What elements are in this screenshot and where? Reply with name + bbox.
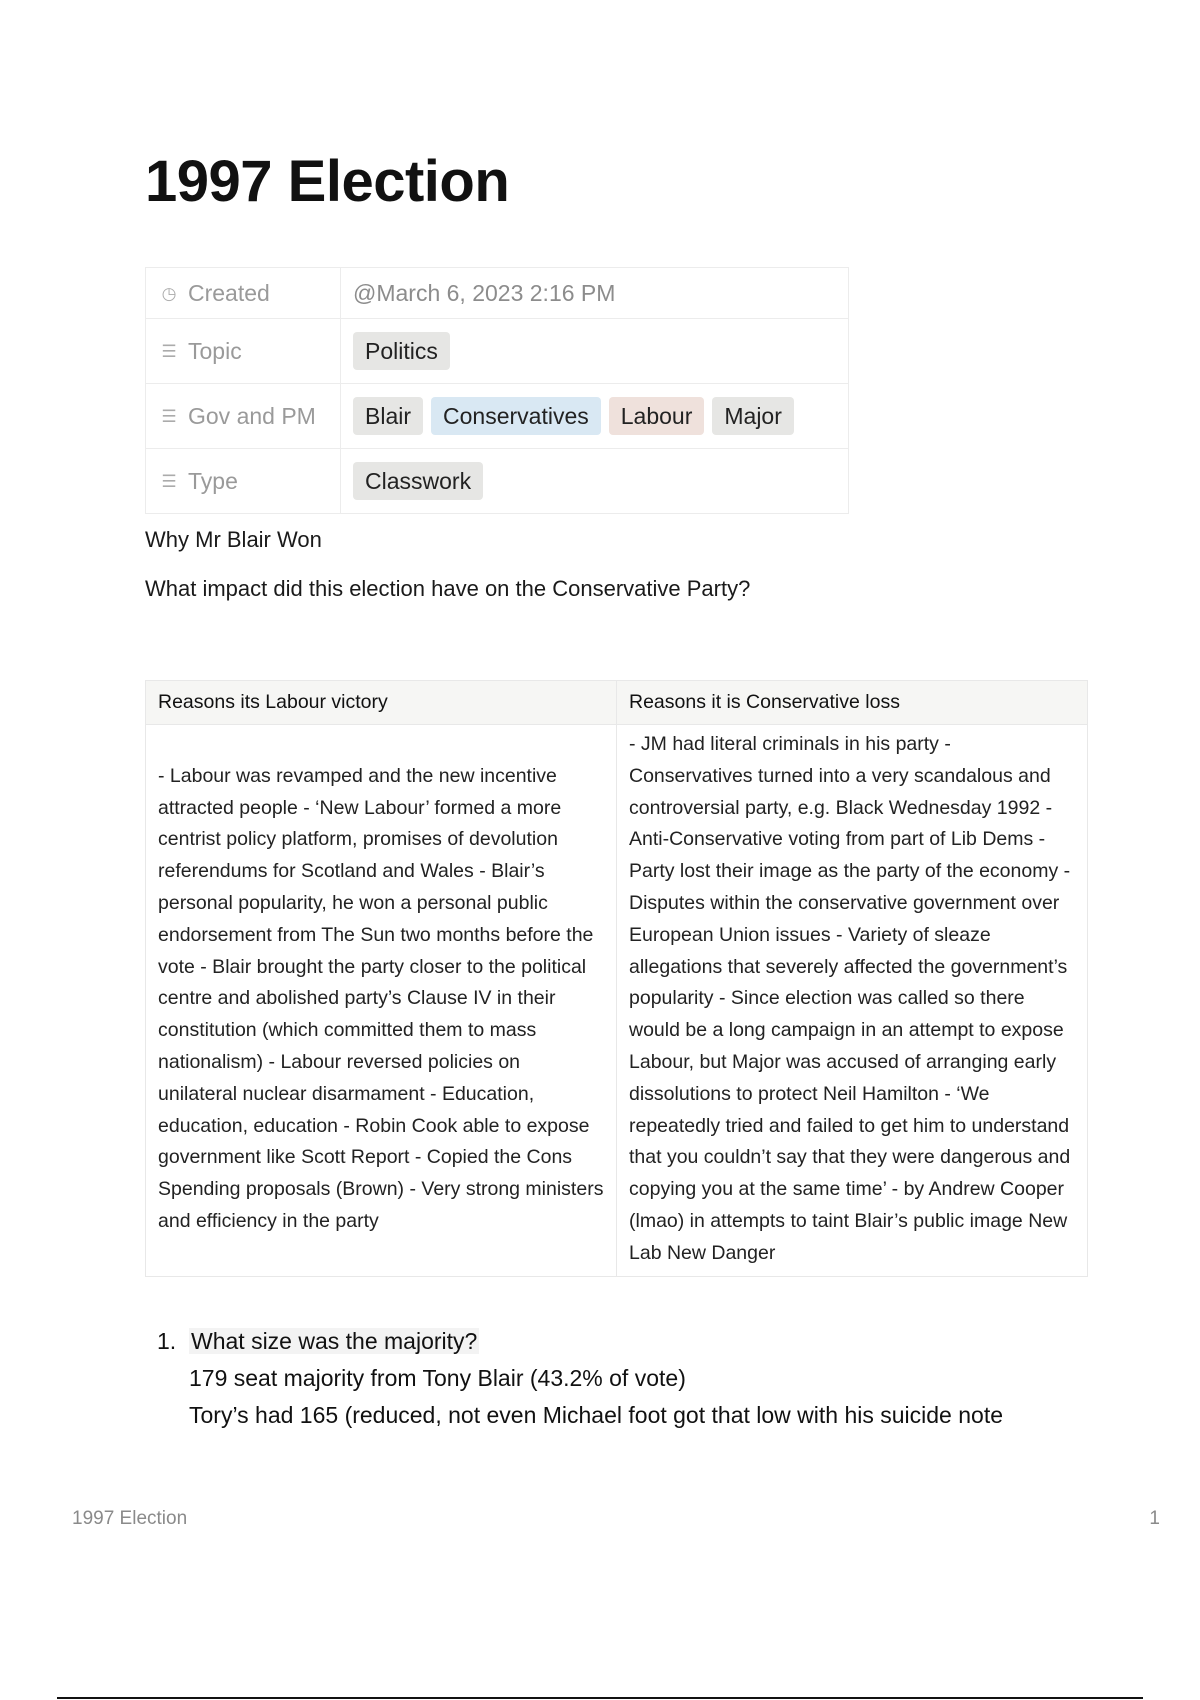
majority-question: What size was the majority? — [191, 1328, 478, 1354]
answer-line: 179 seat majority from Tony Blair (43.2% of vote) — [189, 1365, 686, 1391]
property-key-type — [146, 449, 341, 514]
property-label: Gov and PM — [188, 402, 316, 429]
property-row-gov-and-pm — [146, 384, 849, 449]
tag-major[interactable]: Major — [712, 397, 794, 435]
property-label: Created — [188, 279, 270, 306]
property-key-gov-and-pm — [146, 384, 341, 449]
property-key-created — [146, 268, 341, 319]
answer-line: Tory’s had 165 (reduced, not even Michael foot got that low with his suicide note — [189, 1402, 1003, 1428]
cell-labour-reasons: - Labour was revamped and the new incentive attracted people - ‘New Labour’ formed a more centrist policy platform, promises of devolution referendums for Scotland and Wales - Blair’s personal popularity, he won a personal public endorsement from The Sun two months before the vote - Blair brought the party closer to the political centre and abolished party’s Clause IV in their constitution (which committed them to mass nationalism) - Labour reversed policies on unilateral nuclear disarmament - Education, education, education - Robin Cook able to expose government like Scott Report - Copied the Cons Spending proposals (Brown) - Very strong ministers and efficiency in the party — [146, 725, 617, 1277]
list-item — [157, 1323, 1003, 1434]
list-icon: ☰ — [161, 407, 177, 427]
footer-title: 1997 Election — [72, 1508, 188, 1529]
reasons-table — [145, 680, 1088, 1277]
list-item-body — [189, 1323, 1003, 1434]
property-label: Type — [188, 467, 238, 494]
property-value-created[interactable] — [341, 268, 849, 319]
tag-labour[interactable]: Labour — [609, 397, 705, 435]
divider — [57, 1697, 1143, 1699]
subtitle-text: Why Mr Blair Won — [145, 527, 322, 552]
cell-conservative-reasons: - JM had literal criminals in his party - Conservatives turned into a very scandalous and controversial party, e.g. Black Wednesday 1992 - Anti-Conservative voting from part of Lib Dems - Party lost their image as the party of the economy - Disputes within the conservative government over European Union issues - Variety of sleaze allegations that severely affected the government’s popularity - Since election was called so there would be a long campaign in an attempt to expose Labour, but Major was accused of arranging early dissolutions to protect Neil Hamilton - ‘We repeatedly tried and failed to get him to understand that you couldn’t say that they were dangerous and copying you at the same time’ - by Andrew Cooper (lmao) in attempts to taint Blair’s public image New Lab New Danger — [617, 725, 1088, 1277]
header-labour-victory: Reasons its Labour victory — [146, 681, 617, 725]
tag-blair[interactable]: Blair — [353, 397, 423, 435]
property-label: Topic — [188, 337, 242, 364]
properties-table — [145, 267, 849, 514]
tag-politics[interactable]: Politics — [353, 332, 450, 370]
property-row-topic — [146, 319, 849, 384]
property-key-topic — [146, 319, 341, 384]
property-row-created — [146, 268, 849, 319]
clock-icon: ◷ — [161, 284, 177, 304]
reasons-header-row — [146, 681, 1088, 725]
list-number: 1. — [157, 1328, 177, 1354]
header-conservative-loss: Reasons it is Conservative loss — [617, 681, 1088, 725]
question-text: What impact did this election have on the Conservative Party? — [145, 576, 751, 601]
questions-list — [157, 1323, 1003, 1434]
property-value-topic[interactable] — [341, 319, 849, 384]
tag-conservatives[interactable]: Conservatives — [431, 397, 601, 435]
property-row-type — [146, 449, 849, 514]
reasons-body-row — [146, 725, 1088, 1277]
list-icon: ☰ — [161, 472, 177, 492]
property-value-gov-and-pm[interactable] — [341, 384, 849, 449]
footer-page-number: 1 — [1149, 1508, 1160, 1529]
property-value-type[interactable] — [341, 449, 849, 514]
page-title: 1997 Election — [145, 149, 510, 214]
tag-classwork[interactable]: Classwork — [353, 462, 483, 500]
created-date: @March 6, 2023 2:16 PM — [353, 279, 616, 306]
list-icon: ☰ — [161, 342, 177, 362]
